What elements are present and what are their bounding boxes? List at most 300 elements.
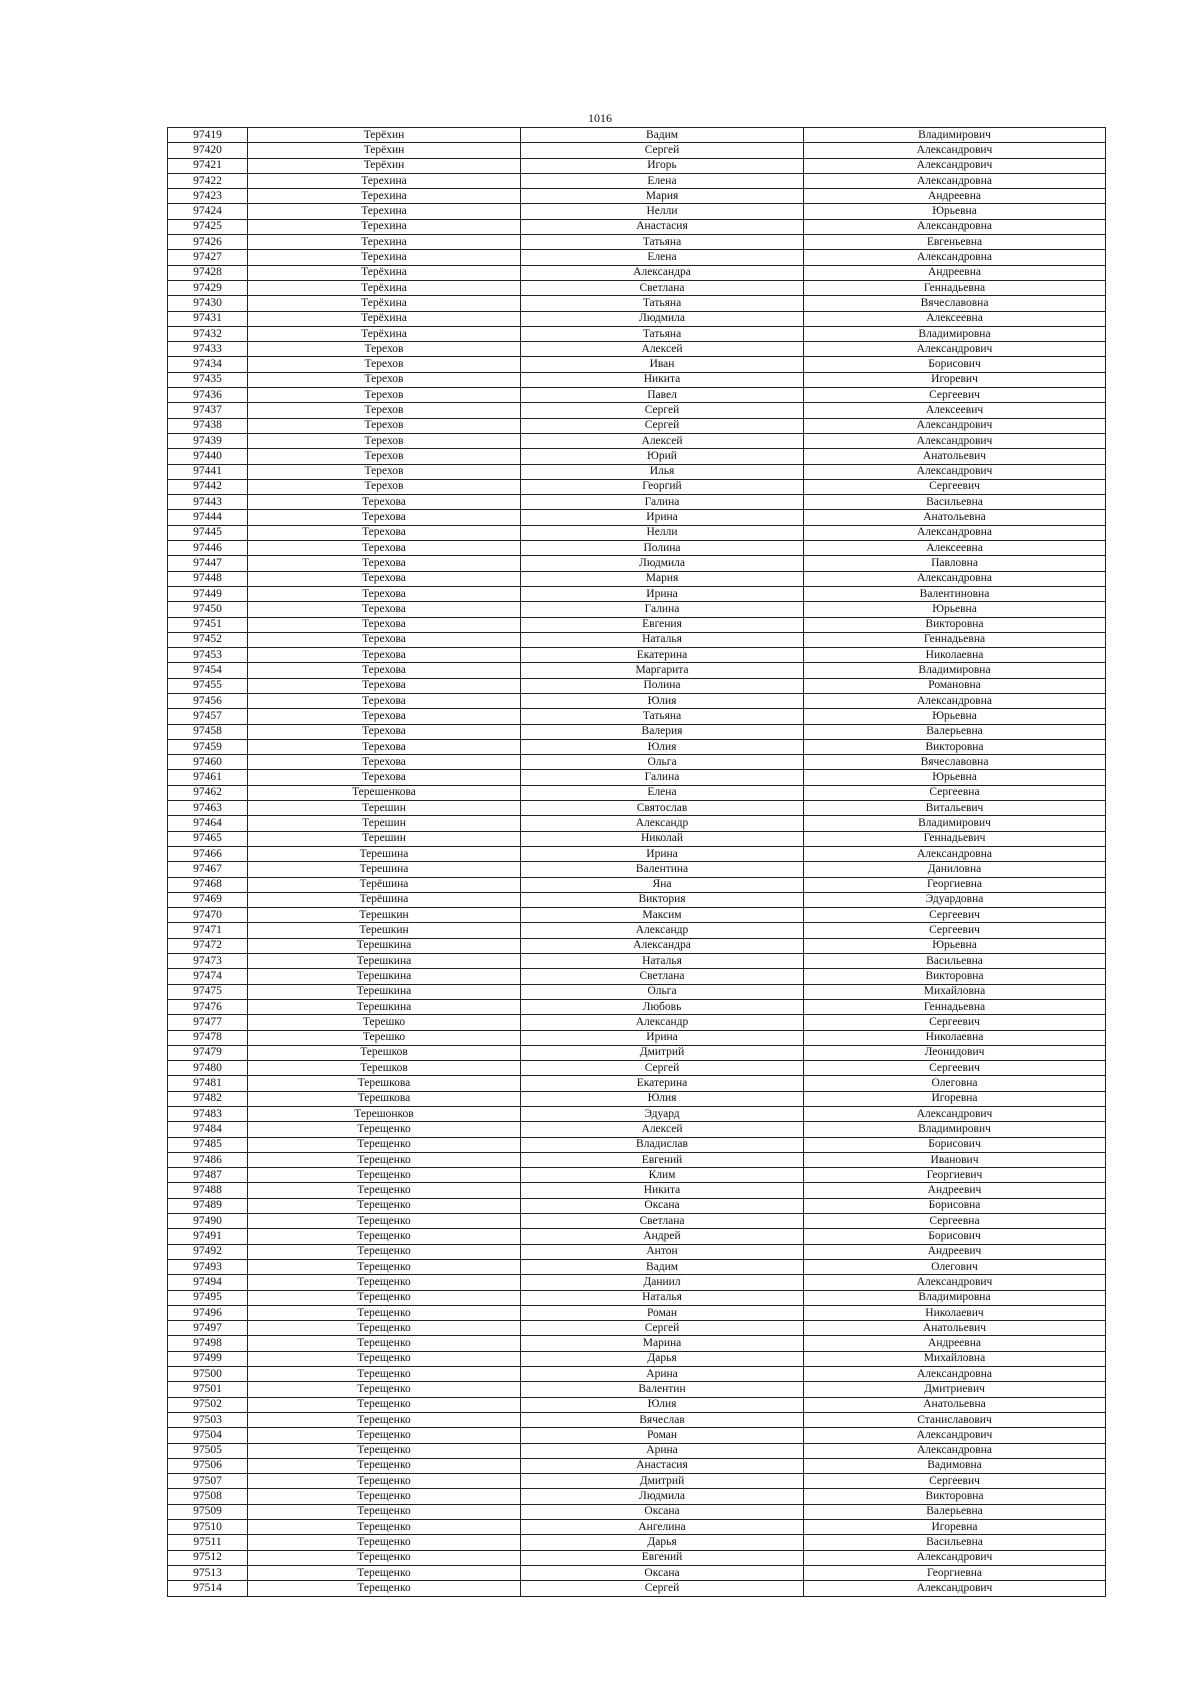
patronymic-cell: Александрович: [804, 1581, 1106, 1596]
patronymic-cell: Юрьевна: [804, 938, 1106, 953]
patronymic-cell: Викторовна: [804, 969, 1106, 984]
first-name-cell: Маргарита: [521, 663, 804, 678]
record-number-cell: 97501: [168, 1382, 248, 1397]
record-number-cell: 97451: [168, 617, 248, 632]
patronymic-cell: Сергеевич: [804, 908, 1106, 923]
first-name-cell: Валентина: [521, 862, 804, 877]
patronymic-cell: Игоревич: [804, 372, 1106, 387]
surname-cell: Терешко: [248, 1030, 521, 1045]
first-name-cell: Наталья: [521, 954, 804, 969]
surname-cell: Терещенко: [248, 1351, 521, 1366]
first-name-cell: Татьяна: [521, 709, 804, 724]
patronymic-cell: Васильевна: [804, 954, 1106, 969]
table-row: [168, 219, 1106, 234]
first-name-cell: Антон: [521, 1244, 804, 1259]
record-number-cell: 97462: [168, 785, 248, 800]
surname-cell: Терещенко: [248, 1550, 521, 1565]
patronymic-cell: Викторовна: [804, 617, 1106, 632]
patronymic-cell: Олегович: [804, 1259, 1106, 1274]
first-name-cell: Елена: [521, 785, 804, 800]
patronymic-cell: Георгиевна: [804, 877, 1106, 892]
patronymic-cell: Анатольевна: [804, 1397, 1106, 1412]
patronymic-cell: Владимирович: [804, 128, 1106, 143]
table-row: [168, 1168, 1106, 1183]
table-row: [168, 1214, 1106, 1229]
patronymic-cell: Романовна: [804, 678, 1106, 693]
first-name-cell: Александр: [521, 1015, 804, 1030]
patronymic-cell: Андреевна: [804, 1336, 1106, 1351]
surname-cell: Терещенко: [248, 1214, 521, 1229]
surname-cell: Терехова: [248, 525, 521, 540]
record-number-cell: 97482: [168, 1091, 248, 1106]
first-name-cell: Алексей: [521, 1122, 804, 1137]
table-row: [168, 1458, 1106, 1473]
table-row: [168, 464, 1106, 479]
surname-cell: Терешонков: [248, 1107, 521, 1122]
table-row: [168, 1520, 1106, 1535]
table-row: [168, 1091, 1106, 1106]
patronymic-cell: Геннадьевна: [804, 632, 1106, 647]
surname-cell: Терехов: [248, 357, 521, 372]
table-row: [168, 984, 1106, 999]
first-name-cell: Оксана: [521, 1198, 804, 1213]
record-number-cell: 97434: [168, 357, 248, 372]
first-name-cell: Ольга: [521, 984, 804, 999]
first-name-cell: Мария: [521, 571, 804, 586]
first-name-cell: Людмила: [521, 556, 804, 571]
surname-cell: Терехова: [248, 632, 521, 647]
table-row: [168, 831, 1106, 846]
record-number-cell: 97477: [168, 1015, 248, 1030]
record-number-cell: 97489: [168, 1198, 248, 1213]
record-number-cell: 97438: [168, 418, 248, 433]
surname-cell: Терехова: [248, 724, 521, 739]
table-row: [168, 1382, 1106, 1397]
first-name-cell: Сергей: [521, 1321, 804, 1336]
patronymic-cell: Дмитриевич: [804, 1382, 1106, 1397]
patronymic-cell: Николаевна: [804, 1030, 1106, 1045]
patronymic-cell: Юрьевна: [804, 602, 1106, 617]
table-row: [168, 372, 1106, 387]
record-number-cell: 97490: [168, 1214, 248, 1229]
patronymic-cell: Владимировна: [804, 1290, 1106, 1305]
record-number-cell: 97435: [168, 372, 248, 387]
record-number-cell: 97495: [168, 1290, 248, 1305]
record-number-cell: 97452: [168, 632, 248, 647]
record-number-cell: 97483: [168, 1107, 248, 1122]
first-name-cell: Никита: [521, 1183, 804, 1198]
surname-cell: Терёхин: [248, 128, 521, 143]
surname-cell: Терещенко: [248, 1412, 521, 1427]
record-number-cell: 97485: [168, 1137, 248, 1152]
table-row: [168, 1474, 1106, 1489]
record-number-cell: 97500: [168, 1367, 248, 1382]
patronymic-cell: Александрович: [804, 342, 1106, 357]
record-number-cell: 97457: [168, 709, 248, 724]
surname-cell: Терешкина: [248, 938, 521, 953]
record-number-cell: 97421: [168, 158, 248, 173]
record-number-cell: 97419: [168, 128, 248, 143]
page-number: 1016: [588, 111, 612, 125]
table-row: [168, 1443, 1106, 1458]
first-name-cell: Ирина: [521, 846, 804, 861]
table-row: [168, 846, 1106, 861]
first-name-cell: Александра: [521, 265, 804, 280]
record-number-cell: 97449: [168, 586, 248, 601]
first-name-cell: Юлия: [521, 1091, 804, 1106]
first-name-cell: Арина: [521, 1443, 804, 1458]
surname-cell: Терёхин: [248, 143, 521, 158]
surname-cell: Терехова: [248, 770, 521, 785]
surname-cell: Терёшина: [248, 877, 521, 892]
table-row: [168, 724, 1106, 739]
surname-cell: Терехова: [248, 556, 521, 571]
surname-cell: Терешкова: [248, 1091, 521, 1106]
table-row: [168, 693, 1106, 708]
record-number-cell: 97504: [168, 1428, 248, 1443]
record-number-cell: 97463: [168, 801, 248, 816]
record-number-cell: 97424: [168, 204, 248, 219]
first-name-cell: Евгений: [521, 1550, 804, 1565]
first-name-cell: Галина: [521, 770, 804, 785]
table-row: [168, 954, 1106, 969]
table-row: [168, 663, 1106, 678]
surname-cell: Терещенко: [248, 1458, 521, 1473]
patronymic-cell: Александровна: [804, 219, 1106, 234]
record-number-cell: 97478: [168, 1030, 248, 1045]
table-row: [168, 1305, 1106, 1320]
first-name-cell: Оксана: [521, 1504, 804, 1519]
table-row: [168, 479, 1106, 494]
table-row: [168, 403, 1106, 418]
patronymic-cell: Васильевна: [804, 495, 1106, 510]
record-number-cell: 97431: [168, 311, 248, 326]
first-name-cell: Евгения: [521, 617, 804, 632]
surname-cell: Терёхина: [248, 326, 521, 341]
record-number-cell: 97496: [168, 1305, 248, 1320]
first-name-cell: Сергей: [521, 1061, 804, 1076]
table-row: [168, 785, 1106, 800]
surname-cell: Терехова: [248, 602, 521, 617]
record-number-cell: 97445: [168, 525, 248, 540]
first-name-cell: Максим: [521, 908, 804, 923]
patronymic-cell: Геннадьевич: [804, 831, 1106, 846]
table-row: [168, 1565, 1106, 1580]
record-number-cell: 97473: [168, 954, 248, 969]
surname-cell: Терехова: [248, 678, 521, 693]
first-name-cell: Валентин: [521, 1382, 804, 1397]
patronymic-cell: Юрьевна: [804, 709, 1106, 724]
table-row: [168, 602, 1106, 617]
first-name-cell: Елена: [521, 173, 804, 188]
record-number-cell: 97439: [168, 433, 248, 448]
patronymic-cell: Александровна: [804, 1443, 1106, 1458]
first-name-cell: Святослав: [521, 801, 804, 816]
patronymic-cell: Юрьевна: [804, 770, 1106, 785]
first-name-cell: Галина: [521, 602, 804, 617]
record-number-cell: 97491: [168, 1229, 248, 1244]
surname-cell: Терещенко: [248, 1336, 521, 1351]
first-name-cell: Роман: [521, 1305, 804, 1320]
patronymic-cell: Борисович: [804, 357, 1106, 372]
patronymic-cell: Михайловна: [804, 1351, 1106, 1366]
table-row: [168, 938, 1106, 953]
table-row: [168, 816, 1106, 831]
first-name-cell: Арина: [521, 1367, 804, 1382]
table-row: [168, 1351, 1106, 1366]
patronymic-cell: Вячеславовна: [804, 296, 1106, 311]
first-name-cell: Роман: [521, 1428, 804, 1443]
table-row: [168, 770, 1106, 785]
record-number-cell: 97471: [168, 923, 248, 938]
surname-cell: Терехов: [248, 372, 521, 387]
first-name-cell: Юлия: [521, 739, 804, 754]
patronymic-cell: Александрович: [804, 1107, 1106, 1122]
first-name-cell: Оксана: [521, 1565, 804, 1580]
table-row: [168, 1045, 1106, 1060]
record-number-cell: 97487: [168, 1168, 248, 1183]
table-row: [168, 250, 1106, 265]
patronymic-cell: Андреевна: [804, 265, 1106, 280]
patronymic-cell: Георгиевич: [804, 1168, 1106, 1183]
first-name-cell: Вадим: [521, 1259, 804, 1274]
record-number-cell: 97494: [168, 1275, 248, 1290]
surname-cell: Терехова: [248, 693, 521, 708]
table-row: [168, 418, 1106, 433]
record-number-cell: 97474: [168, 969, 248, 984]
table-row: [168, 1489, 1106, 1504]
patronymic-cell: Станиславович: [804, 1412, 1106, 1427]
first-name-cell: Алексей: [521, 342, 804, 357]
table-row: [168, 1397, 1106, 1412]
registry-body: [168, 128, 1106, 1597]
patronymic-cell: Валерьевна: [804, 1504, 1106, 1519]
first-name-cell: Ирина: [521, 510, 804, 525]
first-name-cell: Светлана: [521, 280, 804, 295]
patronymic-cell: Сергеевич: [804, 388, 1106, 403]
first-name-cell: Анастасия: [521, 1458, 804, 1473]
table-row: [168, 1504, 1106, 1519]
table-row: [168, 296, 1106, 311]
record-number-cell: 97437: [168, 403, 248, 418]
first-name-cell: Нелли: [521, 525, 804, 540]
record-number-cell: 97447: [168, 556, 248, 571]
surname-cell: Терещенко: [248, 1305, 521, 1320]
surname-cell: Терещенко: [248, 1443, 521, 1458]
table-row: [168, 158, 1106, 173]
surname-cell: Терешина: [248, 846, 521, 861]
table-row: [168, 1183, 1106, 1198]
surname-cell: Терещенко: [248, 1168, 521, 1183]
patronymic-cell: Сергеевич: [804, 1474, 1106, 1489]
patronymic-cell: Евгеньевна: [804, 235, 1106, 250]
surname-cell: Терехов: [248, 464, 521, 479]
first-name-cell: Дарья: [521, 1535, 804, 1550]
record-number-cell: 97470: [168, 908, 248, 923]
patronymic-cell: Александрович: [804, 433, 1106, 448]
record-number-cell: 97492: [168, 1244, 248, 1259]
record-number-cell: 97493: [168, 1259, 248, 1274]
patronymic-cell: Александровна: [804, 1367, 1106, 1382]
first-name-cell: Александра: [521, 938, 804, 953]
patronymic-cell: Геннадьевна: [804, 280, 1106, 295]
table-row: [168, 908, 1106, 923]
patronymic-cell: Александрович: [804, 1275, 1106, 1290]
record-number-cell: 97484: [168, 1122, 248, 1137]
first-name-cell: Елена: [521, 250, 804, 265]
surname-cell: Терехова: [248, 617, 521, 632]
table-row: [168, 1137, 1106, 1152]
table-row: [168, 969, 1106, 984]
table-row: [168, 449, 1106, 464]
surname-cell: Терешкина: [248, 969, 521, 984]
record-number-cell: 97510: [168, 1520, 248, 1535]
record-number-cell: 97464: [168, 816, 248, 831]
first-name-cell: Дмитрий: [521, 1045, 804, 1060]
record-number-cell: 97505: [168, 1443, 248, 1458]
table-row: [168, 541, 1106, 556]
table-row: [168, 204, 1106, 219]
patronymic-cell: Викторовна: [804, 739, 1106, 754]
surname-cell: Терехова: [248, 663, 521, 678]
table-row: [168, 1015, 1106, 1030]
record-number-cell: 97502: [168, 1397, 248, 1412]
table-row: [168, 1428, 1106, 1443]
record-number-cell: 97514: [168, 1581, 248, 1596]
record-number-cell: 97450: [168, 602, 248, 617]
table-row: [168, 1122, 1106, 1137]
table-row: [168, 648, 1106, 663]
first-name-cell: Николай: [521, 831, 804, 846]
surname-cell: Терехова: [248, 648, 521, 663]
surname-cell: Терешин: [248, 831, 521, 846]
record-number-cell: 97507: [168, 1474, 248, 1489]
first-name-cell: Ангелина: [521, 1520, 804, 1535]
surname-cell: Терёхина: [248, 280, 521, 295]
record-number-cell: 97511: [168, 1535, 248, 1550]
patronymic-cell: Владимировна: [804, 326, 1106, 341]
patronymic-cell: Александрович: [804, 158, 1106, 173]
record-number-cell: 97460: [168, 755, 248, 770]
record-number-cell: 97509: [168, 1504, 248, 1519]
table-row: [168, 1198, 1106, 1213]
table-row: [168, 999, 1106, 1014]
surname-cell: Терещенко: [248, 1428, 521, 1443]
surname-cell: Терешин: [248, 816, 521, 831]
record-number-cell: 97512: [168, 1550, 248, 1565]
patronymic-cell: Георгиевна: [804, 1565, 1106, 1580]
surname-cell: Терешкина: [248, 999, 521, 1014]
record-number-cell: 97440: [168, 449, 248, 464]
table-row: [168, 1412, 1106, 1427]
surname-cell: Терещенко: [248, 1152, 521, 1167]
patronymic-cell: Сергеевич: [804, 1061, 1106, 1076]
patronymic-cell: Леонидович: [804, 1045, 1106, 1060]
first-name-cell: Светлана: [521, 969, 804, 984]
first-name-cell: Ирина: [521, 1030, 804, 1045]
table-row: [168, 755, 1106, 770]
patronymic-cell: Михайловна: [804, 984, 1106, 999]
surname-cell: Терешкин: [248, 923, 521, 938]
patronymic-cell: Васильевна: [804, 1535, 1106, 1550]
first-name-cell: Илья: [521, 464, 804, 479]
patronymic-cell: Владимирович: [804, 816, 1106, 831]
record-number-cell: 97444: [168, 510, 248, 525]
table-row: [168, 342, 1106, 357]
record-number-cell: 97503: [168, 1412, 248, 1427]
surname-cell: Терещенко: [248, 1198, 521, 1213]
surname-cell: Терехова: [248, 495, 521, 510]
surname-cell: Терешкова: [248, 1076, 521, 1091]
record-number-cell: 97459: [168, 739, 248, 754]
patronymic-cell: Николаевич: [804, 1305, 1106, 1320]
first-name-cell: Никита: [521, 372, 804, 387]
first-name-cell: Валерия: [521, 724, 804, 739]
patronymic-cell: Александрович: [804, 418, 1106, 433]
patronymic-cell: Викторовна: [804, 1489, 1106, 1504]
surname-cell: Терещенко: [248, 1122, 521, 1137]
patronymic-cell: Александрович: [804, 1550, 1106, 1565]
record-number-cell: 97425: [168, 219, 248, 234]
table-row: [168, 525, 1106, 540]
first-name-cell: Екатерина: [521, 648, 804, 663]
patronymic-cell: Анатольевич: [804, 449, 1106, 464]
record-number-cell: 97432: [168, 326, 248, 341]
surname-cell: Терещенко: [248, 1275, 521, 1290]
table-row: [168, 632, 1106, 647]
first-name-cell: Андрей: [521, 1229, 804, 1244]
table-row: [168, 1367, 1106, 1382]
record-number-cell: 97428: [168, 265, 248, 280]
patronymic-cell: Алексеевич: [804, 403, 1106, 418]
patronymic-cell: Александрович: [804, 143, 1106, 158]
patronymic-cell: Павловна: [804, 556, 1106, 571]
table-row: [168, 1030, 1106, 1045]
record-number-cell: 97488: [168, 1183, 248, 1198]
record-number-cell: 97508: [168, 1489, 248, 1504]
table-row: [168, 235, 1106, 250]
registry-table: [167, 127, 1106, 1597]
first-name-cell: Георгий: [521, 479, 804, 494]
first-name-cell: Татьяна: [521, 326, 804, 341]
patronymic-cell: Иванович: [804, 1152, 1106, 1167]
surname-cell: Терехова: [248, 586, 521, 601]
table-row: [168, 1152, 1106, 1167]
table-row: [168, 617, 1106, 632]
record-number-cell: 97456: [168, 693, 248, 708]
record-number-cell: 97422: [168, 173, 248, 188]
surname-cell: Терешков: [248, 1061, 521, 1076]
first-name-cell: Юрий: [521, 449, 804, 464]
table-row: [168, 1275, 1106, 1290]
surname-cell: Терехина: [248, 189, 521, 204]
first-name-cell: Иван: [521, 357, 804, 372]
table-row: [168, 1229, 1106, 1244]
first-name-cell: Людмила: [521, 311, 804, 326]
surname-cell: Терехов: [248, 433, 521, 448]
patronymic-cell: Борисович: [804, 1137, 1106, 1152]
surname-cell: Терехина: [248, 250, 521, 265]
surname-cell: Терехова: [248, 571, 521, 586]
patronymic-cell: Александровна: [804, 250, 1106, 265]
record-number-cell: 97429: [168, 280, 248, 295]
table-row: [168, 923, 1106, 938]
record-number-cell: 97466: [168, 846, 248, 861]
surname-cell: Терехов: [248, 479, 521, 494]
table-row: [168, 1244, 1106, 1259]
record-number-cell: 97420: [168, 143, 248, 158]
table-row: [168, 433, 1106, 448]
